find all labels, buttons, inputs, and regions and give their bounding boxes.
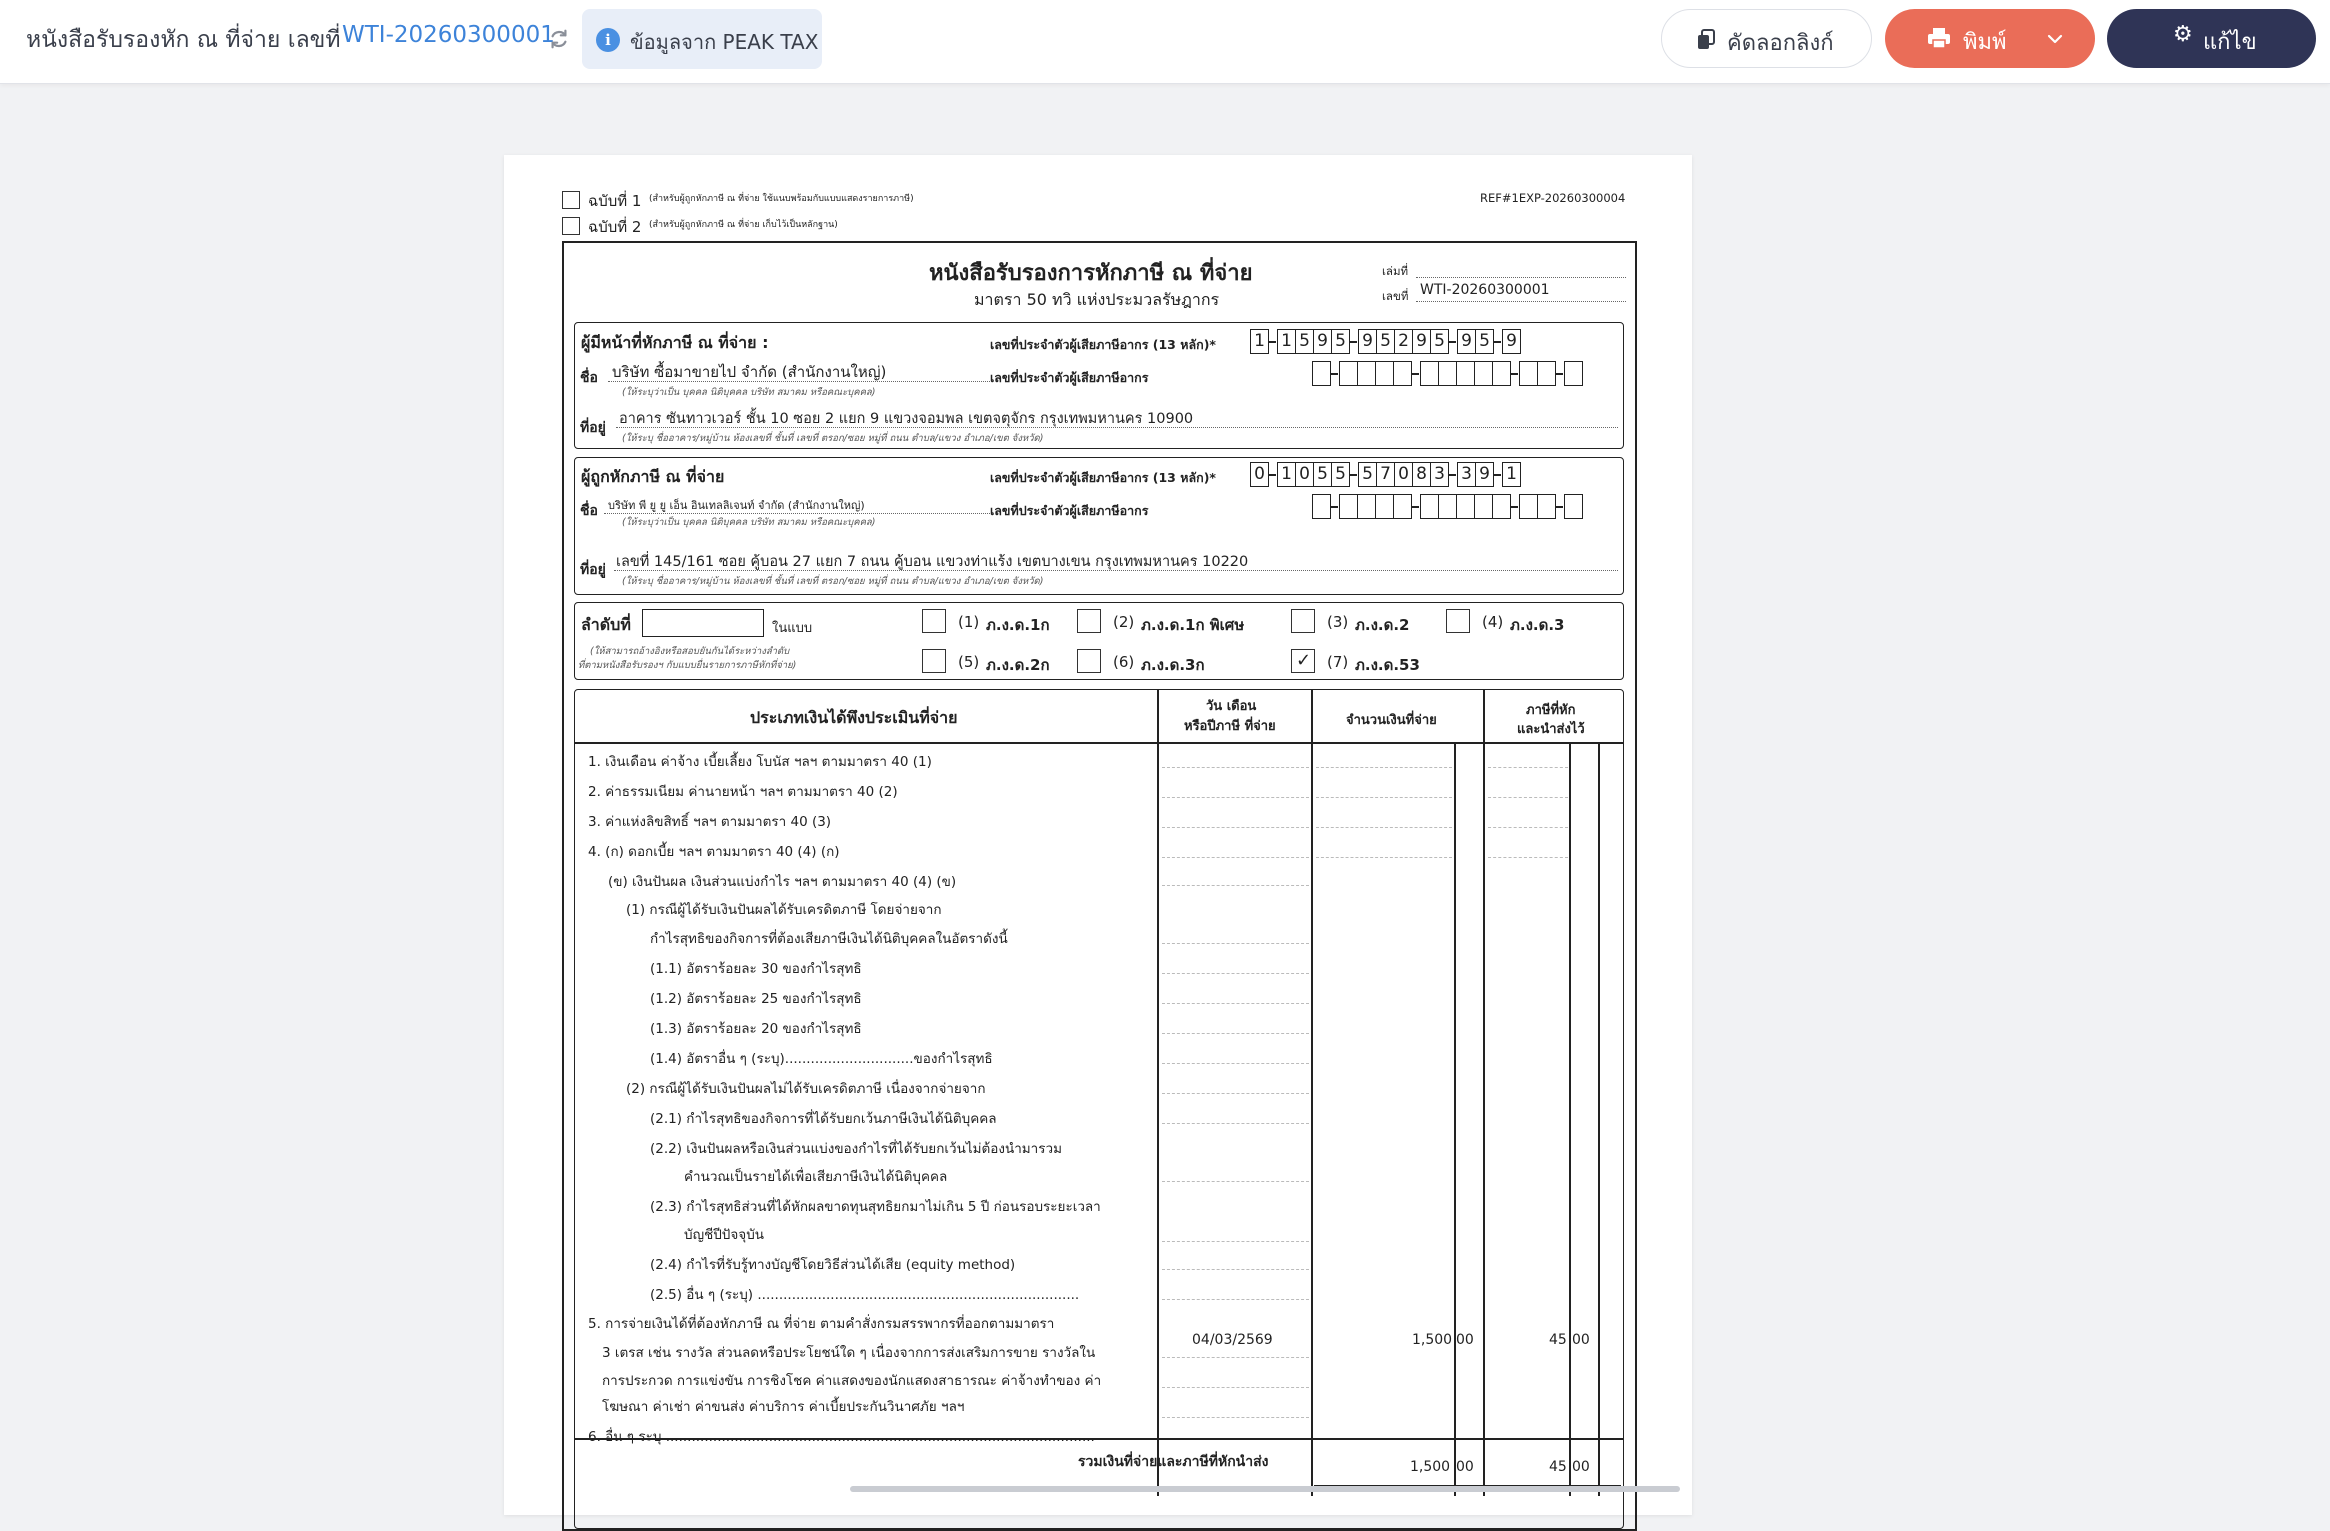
- page-title: หนังสือรับรองหัก ณ ที่จ่าย เลขที่: [26, 27, 341, 53]
- tax-id-box[interactable]: [1519, 494, 1538, 519]
- print-button[interactable]: [1885, 9, 2095, 68]
- tax-id-digit: 3: [1430, 462, 1449, 487]
- form-type-checkbox[interactable]: [922, 649, 946, 673]
- digit-separator: [1510, 373, 1518, 375]
- form-type-number: (4): [1482, 613, 1504, 631]
- tax-id-box[interactable]: [1375, 494, 1394, 519]
- copy-icon: [1696, 29, 1716, 51]
- tax-id-digit: 5: [1475, 329, 1494, 354]
- row5-tax-decimal: 00: [1572, 1332, 1590, 1348]
- income-row-label: (1.2) อัตราร้อยละ 25 ของกำไรสุทธิ: [650, 991, 862, 1007]
- income-row-label: (ข) เงินปันผล เงินส่วนแบ่งกำไร ฯลฯ ตามมาตรา 40 (4) (ข): [608, 874, 957, 890]
- tax-id-digit: 3: [1457, 462, 1476, 487]
- income-row-label: 6. อื่น ๆ ระบุ ....................................................................................................: [588, 1429, 1095, 1445]
- tax-id-box[interactable]: [1420, 494, 1439, 519]
- tax-id-digit: 0: [1394, 462, 1413, 487]
- form-type-checkbox[interactable]: [1291, 649, 1315, 673]
- income-row-label: (1.4) อัตราอื่น ๆ (ระบุ)..............................ของกำไรสุทธิ: [650, 1051, 993, 1067]
- tax-id-box[interactable]: [1339, 361, 1358, 386]
- form-type-number: (1): [958, 613, 980, 631]
- form-type-name: ภ.ง.ด.3ก: [1141, 656, 1205, 674]
- income-row-label: (2.1) กำไรสุทธิของกิจการที่ได้รับยกเว้นภาษีเงินได้นิติบุคคล: [650, 1111, 997, 1127]
- row-guide: [1162, 1299, 1309, 1300]
- document-number-link[interactable]: WTI-20260300001: [342, 22, 555, 48]
- tax-id-box[interactable]: [1474, 494, 1493, 519]
- form-type-number: (7): [1327, 653, 1349, 671]
- row-guide: [1162, 1387, 1309, 1388]
- row5-tax: 45: [1549, 1332, 1567, 1348]
- tax-id-digit: 0: [1295, 462, 1314, 487]
- tax-id-box[interactable]: [1393, 494, 1412, 519]
- tax-id-box[interactable]: [1438, 494, 1457, 519]
- payee-address-label: ที่อยู่: [580, 562, 606, 578]
- row5-date: 04/03/2569: [1192, 1332, 1273, 1348]
- copy2-checkbox[interactable]: [562, 217, 580, 235]
- digit-separator: [1268, 474, 1276, 476]
- income-row-label: กำไรสุทธิของกิจการที่ต้องเสียภาษีเงินได้นิติบุคคลในอัตราดังนี้: [650, 931, 1008, 947]
- digit-separator: [1349, 341, 1357, 343]
- income-row-label: 2. ค่าธรรมเนียม ค่านายหน้า ฯลฯ ตามมาตรา 40 (2): [588, 784, 898, 800]
- top-bar: [0, 0, 2330, 84]
- row-guide: [1162, 797, 1309, 798]
- tax-id-digit: 8: [1412, 462, 1431, 487]
- copy1-note: (สำหรับผู้ถูกหักภาษี ณ ที่จ่าย ใช้แนบพร้อมกับแบบแสดงรายการภาษี): [649, 194, 914, 204]
- col-date-line1: วัน เดือน: [1206, 699, 1257, 714]
- digit-separator: [1268, 341, 1276, 343]
- printer-icon: [1927, 27, 1951, 49]
- tax-id-box[interactable]: [1312, 361, 1331, 386]
- gear-icon: ⚙: [2173, 22, 2193, 47]
- row-guide: [1316, 767, 1452, 768]
- income-row-label: (1) กรณีผู้ได้รับเงินปันผลได้รับเครดิตภาษี โดยจ่ายจาก: [626, 902, 942, 918]
- sequence-hint-2: ที่ตามหนังสือรับรองฯ กับแบบยื่นรายการภาษีหักที่จ่าย): [578, 660, 797, 671]
- total-label: รวมเงินที่จ่ายและภาษีที่หักนำส่ง: [1078, 1454, 1269, 1470]
- income-row-label: บัญชีปีปัจจุบัน: [684, 1227, 764, 1243]
- income-row-label: (2.2) เงินปันผลหรือเงินส่วนแบ่งของกำไรที่ได้รับยกเว้นไม่ต้องนำมารวม: [650, 1141, 1062, 1157]
- row-guide: [1488, 857, 1568, 858]
- income-row-label: การประกวด การแข่งขัน การชิงโชค ค่าแสดงของนักแสดงสาธารณะ ค่าจ้างทำของ ค่า: [602, 1373, 1102, 1389]
- row-guide: [1162, 1123, 1309, 1124]
- digit-separator: [1330, 506, 1338, 508]
- tax-id-digit: 9: [1475, 462, 1494, 487]
- income-row-label: (2) กรณีผู้ได้รับเงินปันผลไม่ได้รับเครดิตภาษี เนื่องจากจ่ายจาก: [626, 1081, 986, 1097]
- tax-id-digit: 9: [1313, 329, 1332, 354]
- form-type-name: ภ.ง.ด.2: [1355, 616, 1410, 634]
- payee-address: เลขที่ 145/161 ซอย คู้บอน 27 แยก 7 ถนน คู้บอน แขวงท่าแร้ง เขตบางเขน กรุงเทพมหานคร 10220: [616, 554, 1249, 570]
- form-type-name: ภ.ง.ด.3: [1510, 616, 1565, 634]
- row-guide: [1162, 1241, 1309, 1242]
- row-guide: [1488, 827, 1568, 828]
- copy-link-button[interactable]: [1661, 9, 1872, 68]
- tax-id-box[interactable]: [1474, 361, 1493, 386]
- payer-heading: ผู้มีหน้าที่หักภาษี ณ ที่จ่าย :: [581, 333, 769, 352]
- income-row-label: (1.1) อัตราร้อยละ 30 ของกำไรสุทธิ: [650, 961, 862, 977]
- copy1-checkbox[interactable]: [562, 191, 580, 209]
- row-guide: [1488, 767, 1568, 768]
- col-date-line2: หรือปีภาษี ที่จ่าย: [1184, 719, 1276, 734]
- row5-amount: 1,500: [1412, 1332, 1453, 1348]
- tax-id-digit: 5: [1295, 329, 1314, 354]
- row-guide: [1316, 827, 1452, 828]
- digit-separator: [1493, 474, 1501, 476]
- tax-id-digit: 1: [1502, 462, 1521, 487]
- doc-no-label: เลขที่: [1382, 289, 1409, 303]
- row-guide: [1162, 767, 1309, 768]
- tax-id-digit: 5: [1376, 329, 1395, 354]
- tax-id-digit: 9: [1502, 329, 1521, 354]
- row-guide: [1162, 1269, 1309, 1270]
- copy2-label: ฉบับที่ 2: [588, 218, 642, 236]
- sequence-hint-1: (ให้สามารถอ้างอิงหรือสอบยันกันได้ระหว่างลำดับ: [590, 646, 790, 657]
- row-guide: [1162, 1181, 1309, 1182]
- row5-amount-decimal: 00: [1456, 1332, 1474, 1348]
- reference-number: REF#1EXP-20260300004: [1480, 191, 1626, 205]
- tax-id-digit: 1: [1277, 329, 1296, 354]
- col-tax-line2: และนำส่งไว้: [1517, 722, 1585, 737]
- tax-id-digit: 2: [1394, 329, 1413, 354]
- digit-separator: [1411, 373, 1419, 375]
- form-type-number: (6): [1113, 653, 1135, 671]
- form-type-name: ภ.ง.ด.1ก: [986, 616, 1050, 634]
- row-guide: [1316, 797, 1452, 798]
- row-guide: [1162, 1033, 1309, 1034]
- col-tax-line1: ภาษีที่หัก: [1526, 703, 1576, 718]
- income-row-label: 5. การจ่ายเงินได้ที่ต้องหักภาษี ณ ที่จ่าย ตามคำสั่งกรมสรรพากรที่ออกตามมาตรา: [588, 1316, 1055, 1332]
- tax-id-digit: 9: [1457, 329, 1476, 354]
- doc-no-value: WTI-20260300001: [1420, 282, 1550, 298]
- tax-id-digit: 1: [1277, 462, 1296, 487]
- check-mark-icon: ✓: [1296, 650, 1312, 671]
- form-type-name: ภ.ง.ด.2ก: [986, 656, 1050, 674]
- tax-id-box[interactable]: [1564, 361, 1583, 386]
- row-guide: [1162, 943, 1309, 944]
- form-type-checkbox[interactable]: [922, 609, 946, 633]
- tax-id-box[interactable]: [1492, 494, 1511, 519]
- sequence-label: ลำดับที่: [581, 615, 631, 634]
- row-guide: [1162, 857, 1309, 858]
- income-row-label: (1.3) อัตราร้อยละ 20 ของกำไรสุทธิ: [650, 1021, 862, 1037]
- row-guide: [1162, 1357, 1309, 1358]
- row-guide: [1162, 1417, 1309, 1418]
- total-tax-decimal: 00: [1572, 1459, 1590, 1475]
- copy2-note: (สำหรับผู้ถูกหักภาษี ณ ที่จ่าย เก็บไว้เป็นหลักฐาน): [649, 220, 838, 230]
- tax-id-box[interactable]: [1375, 361, 1394, 386]
- payer-name-hint: (ให้ระบุว่าเป็น บุคคล นิติบุคคล บริษัท สมาคม หรือคณะบุคคล): [622, 387, 876, 398]
- tax-id-box[interactable]: [1537, 494, 1556, 519]
- edit-button[interactable]: [2107, 9, 2316, 68]
- income-row-label: (2.5) อื่น ๆ (ระบุ) ...........................................................................: [650, 1287, 1080, 1303]
- row-guide: [1162, 1093, 1309, 1094]
- total-amount-decimal: 00: [1456, 1459, 1474, 1475]
- chevron-down-icon[interactable]: [2047, 33, 2063, 45]
- digit-separator: [1555, 373, 1563, 375]
- digit-separator: [1349, 474, 1357, 476]
- tax-id-digit: 5: [1358, 462, 1377, 487]
- digit-separator: [1493, 341, 1501, 343]
- tax-id-box[interactable]: [1420, 361, 1439, 386]
- tax-id-box[interactable]: [1312, 494, 1331, 519]
- peak-tax-label: ข้อมูลจาก PEAK TAX: [630, 30, 819, 54]
- digit-separator: [1330, 373, 1338, 375]
- horizontal-scrollbar[interactable]: [850, 1486, 1680, 1492]
- form-type-number: (2): [1113, 613, 1135, 631]
- income-row-label: โฆษณา ค่าเช่า ค่าขนส่ง ค่าบริการ ค่าเบี้ยประกันวินาศภัย ฯลฯ: [602, 1399, 965, 1415]
- income-row-label: (2.4) กำไรที่รับรู้ทางบัญชีโดยวิธีส่วนได้เสีย (equity method): [650, 1257, 1016, 1273]
- row-guide: [1316, 857, 1452, 858]
- income-row-label: 3. ค่าแห่งลิขสิทธิ์ ฯลฯ ตามมาตรา 40 (3): [588, 814, 832, 830]
- row-guide: [1162, 827, 1309, 828]
- payer-address-hint: (ให้ระบุ ชื่ออาคาร/หมู่บ้าน ห้องเลขที่ ชั้นที่ เลขที่ ตรอก/ซอย หมู่ที่ ถนน ตำบล/แขวง อำเภอ/เขต จังหวัด): [622, 433, 1044, 444]
- tax-id-box[interactable]: [1393, 361, 1412, 386]
- copy1-label: ฉบับที่ 1: [588, 192, 642, 210]
- print-label: พิมพ์: [1963, 30, 2007, 55]
- tax-id-digit: 5: [1331, 462, 1350, 487]
- income-row-label: 1. เงินเดือน ค่าจ้าง เบี้ยเลี้ยง โบนัส ฯลฯ ตามมาตรา 40 (1): [588, 754, 932, 770]
- total-amount: 1,500: [1410, 1459, 1451, 1475]
- tax-id-digit: 5: [1430, 329, 1449, 354]
- form-type-checkbox[interactable]: [1077, 649, 1101, 673]
- payer-address-label: ที่อยู่: [580, 420, 606, 436]
- tax-id-box[interactable]: [1537, 361, 1556, 386]
- digit-separator: [1448, 341, 1456, 343]
- form-subtitle: มาตรา 50 ทวิ แห่งประมวลรัษฎากร: [974, 290, 1220, 309]
- form-title: หนังสือรับรองการหักภาษี ณ ที่จ่าย: [929, 261, 1253, 286]
- income-row-label: 4. (ก) ดอกเบี้ย ฯลฯ ตามมาตรา 40 (4) (ก): [588, 844, 840, 860]
- form-type-checkbox[interactable]: [1446, 609, 1470, 633]
- tax-id-box[interactable]: [1357, 361, 1376, 386]
- digit-separator: [1448, 474, 1456, 476]
- tax-id-digit: 9: [1412, 329, 1431, 354]
- payer-name-label: ชื่อ: [580, 370, 598, 386]
- payee-name: บริษัท พี ยู ยู เอ็น อินเทลลิเจนท์ จำกัด (สำนักงานใหญ่): [608, 499, 865, 512]
- tax-id-digit: 7: [1376, 462, 1395, 487]
- payer-address: อาคาร ซันทาวเวอร์ ชั้น 10 ซอย 2 แยก 9 แขวงจอมพล เขตจตุจักร กรุงเทพมหานคร 10900: [619, 411, 1194, 427]
- tax-id-digit: 5: [1313, 462, 1332, 487]
- digit-separator: [1510, 506, 1518, 508]
- digit-separator: [1411, 506, 1419, 508]
- col-amount: จำนวนเงินที่จ่าย: [1346, 713, 1437, 728]
- col-income-type: ประเภทเงินได้พึงประเมินที่จ่าย: [750, 708, 958, 727]
- form-type-number: (3): [1327, 613, 1349, 631]
- income-row-label: คำนวณเป็นรายได้เพื่อเสียภาษีเงินได้นิติบุคคล: [684, 1169, 948, 1185]
- form-type-checkbox[interactable]: [1291, 609, 1315, 633]
- tax-id-box[interactable]: [1519, 361, 1538, 386]
- tax-id-box[interactable]: [1438, 361, 1457, 386]
- payee-address-hint: (ให้ระบุ ชื่ออาคาร/หมู่บ้าน ห้องเลขที่ ชั้นที่ เลขที่ ตรอก/ซอย หมู่ที่ ถนน ตำบล/แขวง อำเภอ/เขต จังหวัด): [622, 576, 1044, 587]
- row-guide: [1162, 1003, 1309, 1004]
- tax-id-box[interactable]: [1339, 494, 1358, 519]
- form-type-name: ภ.ง.ด.53: [1355, 656, 1420, 674]
- digit-separator: [1555, 506, 1563, 508]
- row-guide: [1488, 797, 1568, 798]
- form-type-name: ภ.ง.ด.1ก พิเศษ: [1141, 616, 1245, 634]
- total-tax: 45: [1549, 1459, 1567, 1475]
- payee-name-label: ชื่อ: [580, 503, 598, 519]
- copy-link-label: คัดลอกลิงก์: [1727, 31, 1834, 56]
- payee-heading: ผู้ถูกหักภาษี ณ ที่จ่าย: [581, 467, 725, 486]
- form-type-number: (5): [958, 653, 980, 671]
- info-icon: i: [596, 28, 620, 52]
- income-row-label: (2.3) กำไรสุทธิส่วนที่ได้หักผลขาดทุนสุทธิยกมาไม่เกิน 5 ปี ก่อนรอบระยะเวลา: [650, 1199, 1101, 1215]
- payee-name-hint: (ให้ระบุว่าเป็น บุคคล นิติบุคคล บริษัท สมาคม หรือคณะบุคคล): [622, 517, 876, 528]
- form-type-checkbox[interactable]: [1077, 609, 1101, 633]
- book-label: เล่มที่: [1382, 264, 1409, 278]
- in-form-label: ในแบบ: [772, 621, 813, 636]
- payer-tax-label: เลขที่ประจำตัวผู้เสียภาษีอากร: [990, 370, 1149, 385]
- tax-id-box[interactable]: [1492, 361, 1511, 386]
- peak-tax-badge[interactable]: [582, 9, 822, 69]
- payee-tax-label: เลขที่ประจำตัวผู้เสียภาษีอากร: [990, 503, 1149, 518]
- tax-id-digit: 5: [1331, 329, 1350, 354]
- row-guide: [1162, 973, 1309, 974]
- row-guide: [1162, 1063, 1309, 1064]
- row-guide: [1162, 885, 1309, 886]
- payer-tax13-label: เลขที่ประจำตัวผู้เสียภาษีอากร (13 หลัก)*: [990, 337, 1216, 352]
- refresh-icon[interactable]: [548, 28, 570, 50]
- income-row-label: 3 เตรส เช่น รางวัล ส่วนลดหรือประโยชน์ใด ๆ เนื่องจากการส่งเสริมการขาย รางวัลใน: [602, 1345, 1096, 1361]
- tax-id-box[interactable]: [1456, 494, 1475, 519]
- payer-name: บริษัท ซื้อมาขายไป จำกัด (สำนักงานใหญ่): [612, 363, 887, 381]
- certificate-sheet: [504, 155, 1692, 1515]
- tax-id-digit: 9: [1358, 329, 1377, 354]
- tax-id-box[interactable]: [1456, 361, 1475, 386]
- tax-id-box[interactable]: [1357, 494, 1376, 519]
- edit-label: แก้ไข: [2203, 30, 2257, 55]
- sequence-input[interactable]: [642, 609, 764, 637]
- tax-id-digit: 1: [1250, 329, 1269, 354]
- payee-tax13-label: เลขที่ประจำตัวผู้เสียภาษีอากร (13 หลัก)*: [990, 470, 1216, 485]
- tax-id-box[interactable]: [1564, 494, 1583, 519]
- tax-id-digit: 0: [1250, 462, 1269, 487]
